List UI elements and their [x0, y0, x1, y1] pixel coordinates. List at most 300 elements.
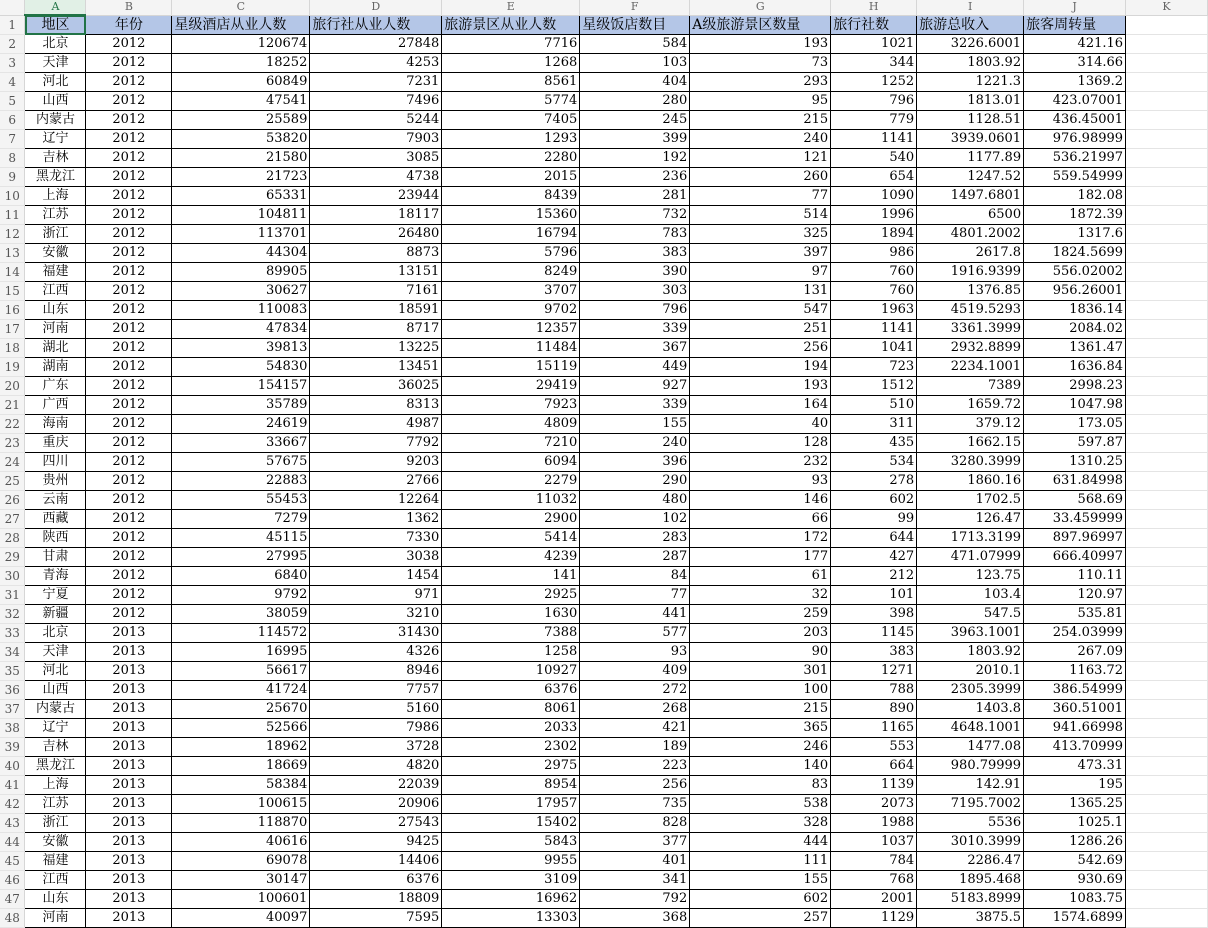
region-cell[interactable]: 甘肃 — [25, 548, 86, 567]
value-cell[interactable]: 1286.26 — [1024, 833, 1126, 852]
value-cell[interactable]: 7388 — [442, 624, 580, 643]
value-cell[interactable]: 41724 — [172, 681, 310, 700]
value-cell[interactable]: 510 — [831, 396, 917, 415]
value-cell[interactable]: 421.16 — [1024, 35, 1126, 54]
year-cell[interactable]: 2012 — [86, 510, 172, 529]
empty-cell[interactable] — [1126, 472, 1208, 491]
value-cell[interactable]: 1221.3 — [917, 73, 1024, 92]
value-cell[interactable]: 314.66 — [1024, 54, 1126, 73]
value-cell[interactable]: 980.79999 — [917, 757, 1024, 776]
column-header-a[interactable]: A — [25, 0, 86, 15]
value-cell[interactable]: 1860.16 — [917, 472, 1024, 491]
year-cell[interactable]: 2012 — [86, 187, 172, 206]
value-cell[interactable]: 1512 — [831, 377, 917, 396]
value-cell[interactable]: 215 — [690, 111, 831, 130]
value-cell[interactable]: 344 — [831, 54, 917, 73]
value-cell[interactable]: 9702 — [442, 301, 580, 320]
empty-cell[interactable] — [1126, 909, 1208, 928]
year-cell[interactable]: 2012 — [86, 605, 172, 624]
value-cell[interactable]: 121 — [690, 149, 831, 168]
value-cell[interactable]: 4801.2002 — [917, 225, 1024, 244]
value-cell[interactable]: 538 — [690, 795, 831, 814]
value-cell[interactable]: 7496 — [310, 92, 442, 111]
year-cell[interactable]: 2012 — [86, 225, 172, 244]
value-cell[interactable]: 1129 — [831, 909, 917, 928]
region-cell[interactable]: 山东 — [25, 890, 86, 909]
value-cell[interactable]: 240 — [690, 130, 831, 149]
value-cell[interactable]: 435 — [831, 434, 917, 453]
region-cell[interactable]: 福建 — [25, 852, 86, 871]
value-cell[interactable]: 368 — [580, 909, 690, 928]
row-number[interactable]: 28 — [0, 529, 25, 548]
empty-cell[interactable] — [1126, 434, 1208, 453]
value-cell[interactable]: 30147 — [172, 871, 310, 890]
value-cell[interactable]: 1894 — [831, 225, 917, 244]
value-cell[interactable]: 120674 — [172, 35, 310, 54]
empty-cell[interactable] — [1126, 358, 1208, 377]
region-cell[interactable]: 江西 — [25, 871, 86, 890]
value-cell[interactable]: 5843 — [442, 833, 580, 852]
row-number[interactable]: 31 — [0, 586, 25, 605]
empty-cell[interactable] — [1126, 643, 1208, 662]
empty-cell[interactable] — [1126, 282, 1208, 301]
value-cell[interactable]: 568.69 — [1024, 491, 1126, 510]
row-number[interactable]: 45 — [0, 852, 25, 871]
value-cell[interactable]: 1872.39 — [1024, 206, 1126, 225]
row-number[interactable]: 35 — [0, 662, 25, 681]
value-cell[interactable]: 16794 — [442, 225, 580, 244]
value-cell[interactable]: 664 — [831, 757, 917, 776]
empty-cell[interactable] — [1126, 377, 1208, 396]
value-cell[interactable]: 971 — [310, 586, 442, 605]
value-cell[interactable]: 290 — [580, 472, 690, 491]
value-cell[interactable]: 1041 — [831, 339, 917, 358]
value-cell[interactable]: 7716 — [442, 35, 580, 54]
value-cell[interactable]: 13451 — [310, 358, 442, 377]
year-cell[interactable]: 2012 — [86, 396, 172, 415]
value-cell[interactable]: 280 — [580, 92, 690, 111]
value-cell[interactable]: 1403.8 — [917, 700, 1024, 719]
column-header-cell[interactable]: A级旅游景区数量 — [690, 15, 831, 35]
row-number[interactable]: 18 — [0, 339, 25, 358]
empty-cell[interactable] — [1126, 548, 1208, 567]
value-cell[interactable]: 788 — [831, 681, 917, 700]
empty-cell[interactable] — [1126, 15, 1208, 35]
value-cell[interactable]: 723 — [831, 358, 917, 377]
value-cell[interactable]: 25589 — [172, 111, 310, 130]
region-cell[interactable]: 内蒙古 — [25, 111, 86, 130]
value-cell[interactable]: 36025 — [310, 377, 442, 396]
value-cell[interactable]: 540 — [831, 149, 917, 168]
value-cell[interactable]: 27848 — [310, 35, 442, 54]
value-cell[interactable]: 140 — [690, 757, 831, 776]
column-header-cell[interactable]: 地区 — [25, 15, 86, 35]
value-cell[interactable]: 8439 — [442, 187, 580, 206]
value-cell[interactable]: 1083.75 — [1024, 890, 1126, 909]
year-cell[interactable]: 2012 — [86, 567, 172, 586]
value-cell[interactable]: 8061 — [442, 700, 580, 719]
empty-cell[interactable] — [1126, 510, 1208, 529]
value-cell[interactable]: 3038 — [310, 548, 442, 567]
row-number[interactable]: 25 — [0, 472, 25, 491]
region-cell[interactable]: 北京 — [25, 624, 86, 643]
value-cell[interactable]: 1369.2 — [1024, 73, 1126, 92]
value-cell[interactable]: 956.26001 — [1024, 282, 1126, 301]
value-cell[interactable]: 93 — [580, 643, 690, 662]
value-cell[interactable]: 8946 — [310, 662, 442, 681]
value-cell[interactable]: 283 — [580, 529, 690, 548]
value-cell[interactable]: 47541 — [172, 92, 310, 111]
value-cell[interactable]: 245 — [580, 111, 690, 130]
region-cell[interactable]: 江苏 — [25, 795, 86, 814]
region-cell[interactable]: 青海 — [25, 567, 86, 586]
value-cell[interactable]: 1662.15 — [917, 434, 1024, 453]
row-number[interactable]: 40 — [0, 757, 25, 776]
value-cell[interactable]: 47834 — [172, 320, 310, 339]
row-number[interactable]: 9 — [0, 168, 25, 187]
value-cell[interactable]: 1271 — [831, 662, 917, 681]
value-cell[interactable]: 2975 — [442, 757, 580, 776]
value-cell[interactable]: 38059 — [172, 605, 310, 624]
value-cell[interactable]: 1310.25 — [1024, 453, 1126, 472]
row-number[interactable]: 4 — [0, 73, 25, 92]
value-cell[interactable]: 3939.0601 — [917, 130, 1024, 149]
value-cell[interactable]: 535.81 — [1024, 605, 1126, 624]
empty-cell[interactable] — [1126, 738, 1208, 757]
empty-cell[interactable] — [1126, 567, 1208, 586]
value-cell[interactable]: 2010.1 — [917, 662, 1024, 681]
value-cell[interactable]: 194 — [690, 358, 831, 377]
region-cell[interactable]: 河南 — [25, 909, 86, 928]
row-number[interactable]: 1 — [0, 15, 25, 35]
column-header-j[interactable]: J — [1024, 0, 1126, 15]
value-cell[interactable]: 339 — [580, 320, 690, 339]
region-cell[interactable]: 广西 — [25, 396, 86, 415]
region-cell[interactable]: 黑龙江 — [25, 168, 86, 187]
value-cell[interactable]: 123.75 — [917, 567, 1024, 586]
value-cell[interactable]: 23944 — [310, 187, 442, 206]
value-cell[interactable]: 1145 — [831, 624, 917, 643]
value-cell[interactable]: 9425 — [310, 833, 442, 852]
value-cell[interactable]: 1454 — [310, 567, 442, 586]
value-cell[interactable]: 110083 — [172, 301, 310, 320]
value-cell[interactable]: 732 — [580, 206, 690, 225]
value-cell[interactable]: 890 — [831, 700, 917, 719]
value-cell[interactable]: 131 — [690, 282, 831, 301]
value-cell[interactable]: 4738 — [310, 168, 442, 187]
empty-cell[interactable] — [1126, 833, 1208, 852]
value-cell[interactable]: 377 — [580, 833, 690, 852]
value-cell[interactable]: 83 — [690, 776, 831, 795]
value-cell[interactable]: 12264 — [310, 491, 442, 510]
value-cell[interactable]: 111 — [690, 852, 831, 871]
value-cell[interactable]: 192 — [580, 149, 690, 168]
value-cell[interactable]: 212 — [831, 567, 917, 586]
column-header-cell[interactable]: 年份 — [86, 15, 172, 35]
region-cell[interactable]: 云南 — [25, 491, 86, 510]
value-cell[interactable]: 2305.3999 — [917, 681, 1024, 700]
value-cell[interactable]: 2900 — [442, 510, 580, 529]
year-cell[interactable]: 2012 — [86, 586, 172, 605]
year-cell[interactable]: 2012 — [86, 168, 172, 187]
value-cell[interactable]: 1139 — [831, 776, 917, 795]
value-cell[interactable]: 182.08 — [1024, 187, 1126, 206]
value-cell[interactable]: 413.70999 — [1024, 738, 1126, 757]
year-cell[interactable]: 2012 — [86, 358, 172, 377]
value-cell[interactable]: 577 — [580, 624, 690, 643]
region-cell[interactable]: 上海 — [25, 187, 86, 206]
year-cell[interactable]: 2013 — [86, 776, 172, 795]
value-cell[interactable]: 386.54999 — [1024, 681, 1126, 700]
value-cell[interactable]: 164 — [690, 396, 831, 415]
value-cell[interactable]: 110.11 — [1024, 567, 1126, 586]
value-cell[interactable]: 427 — [831, 548, 917, 567]
value-cell[interactable]: 18669 — [172, 757, 310, 776]
value-cell[interactable]: 1963 — [831, 301, 917, 320]
value-cell[interactable]: 553 — [831, 738, 917, 757]
value-cell[interactable]: 301 — [690, 662, 831, 681]
value-cell[interactable]: 4326 — [310, 643, 442, 662]
empty-cell[interactable] — [1126, 776, 1208, 795]
value-cell[interactable]: 1702.5 — [917, 491, 1024, 510]
value-cell[interactable]: 760 — [831, 282, 917, 301]
value-cell[interactable]: 31430 — [310, 624, 442, 643]
empty-cell[interactable] — [1126, 453, 1208, 472]
row-number[interactable]: 8 — [0, 149, 25, 168]
value-cell[interactable]: 9203 — [310, 453, 442, 472]
empty-cell[interactable] — [1126, 339, 1208, 358]
row-number[interactable]: 32 — [0, 605, 25, 624]
value-cell[interactable]: 1258 — [442, 643, 580, 662]
year-cell[interactable]: 2013 — [86, 852, 172, 871]
value-cell[interactable]: 4519.5293 — [917, 301, 1024, 320]
value-cell[interactable]: 35789 — [172, 396, 310, 415]
year-cell[interactable]: 2012 — [86, 320, 172, 339]
value-cell[interactable]: 1247.52 — [917, 168, 1024, 187]
value-cell[interactable]: 2766 — [310, 472, 442, 491]
value-cell[interactable]: 1252 — [831, 73, 917, 92]
row-number[interactable]: 43 — [0, 814, 25, 833]
value-cell[interactable]: 1713.3199 — [917, 529, 1024, 548]
row-number[interactable]: 47 — [0, 890, 25, 909]
empty-cell[interactable] — [1126, 871, 1208, 890]
value-cell[interactable]: 480 — [580, 491, 690, 510]
empty-cell[interactable] — [1126, 605, 1208, 624]
value-cell[interactable]: 26480 — [310, 225, 442, 244]
year-cell[interactable]: 2012 — [86, 529, 172, 548]
value-cell[interactable]: 69078 — [172, 852, 310, 871]
year-cell[interactable]: 2013 — [86, 624, 172, 643]
row-number[interactable]: 22 — [0, 415, 25, 434]
value-cell[interactable]: 1988 — [831, 814, 917, 833]
value-cell[interactable]: 341 — [580, 871, 690, 890]
value-cell[interactable]: 2286.47 — [917, 852, 1024, 871]
value-cell[interactable]: 559.54999 — [1024, 168, 1126, 187]
row-number[interactable]: 37 — [0, 700, 25, 719]
value-cell[interactable]: 986 — [831, 244, 917, 263]
year-cell[interactable]: 2012 — [86, 377, 172, 396]
value-cell[interactable]: 666.40997 — [1024, 548, 1126, 567]
value-cell[interactable]: 53820 — [172, 130, 310, 149]
year-cell[interactable]: 2012 — [86, 111, 172, 130]
year-cell[interactable]: 2013 — [86, 871, 172, 890]
value-cell[interactable]: 40097 — [172, 909, 310, 928]
value-cell[interactable]: 17957 — [442, 795, 580, 814]
value-cell[interactable]: 18117 — [310, 206, 442, 225]
empty-cell[interactable] — [1126, 814, 1208, 833]
value-cell[interactable]: 397 — [690, 244, 831, 263]
value-cell[interactable]: 100 — [690, 681, 831, 700]
value-cell[interactable]: 367 — [580, 339, 690, 358]
value-cell[interactable]: 40616 — [172, 833, 310, 852]
value-cell[interactable]: 29419 — [442, 377, 580, 396]
value-cell[interactable]: 1803.92 — [917, 643, 1024, 662]
value-cell[interactable]: 33.459999 — [1024, 510, 1126, 529]
value-cell[interactable]: 3109 — [442, 871, 580, 890]
value-cell[interactable]: 421 — [580, 719, 690, 738]
value-cell[interactable]: 1141 — [831, 130, 917, 149]
column-header-i[interactable]: I — [917, 0, 1024, 15]
value-cell[interactable]: 99 — [831, 510, 917, 529]
column-header-cell[interactable]: 旅游总收入 — [917, 15, 1024, 35]
value-cell[interactable]: 436.45001 — [1024, 111, 1126, 130]
value-cell[interactable]: 1163.72 — [1024, 662, 1126, 681]
value-cell[interactable]: 404 — [580, 73, 690, 92]
region-cell[interactable]: 贵州 — [25, 472, 86, 491]
value-cell[interactable]: 3728 — [310, 738, 442, 757]
value-cell[interactable]: 4648.1001 — [917, 719, 1024, 738]
value-cell[interactable]: 7903 — [310, 130, 442, 149]
value-cell[interactable]: 7195.7002 — [917, 795, 1024, 814]
value-cell[interactable]: 4820 — [310, 757, 442, 776]
select-all-corner[interactable] — [0, 0, 25, 15]
value-cell[interactable]: 1813.01 — [917, 92, 1024, 111]
year-cell[interactable]: 2012 — [86, 548, 172, 567]
empty-cell[interactable] — [1126, 320, 1208, 339]
value-cell[interactable]: 77 — [690, 187, 831, 206]
region-cell[interactable]: 宁夏 — [25, 586, 86, 605]
row-number[interactable]: 21 — [0, 396, 25, 415]
region-cell[interactable]: 广东 — [25, 377, 86, 396]
value-cell[interactable]: 223 — [580, 757, 690, 776]
row-number[interactable]: 36 — [0, 681, 25, 700]
value-cell[interactable]: 5183.8999 — [917, 890, 1024, 909]
value-cell[interactable]: 1916.9399 — [917, 263, 1024, 282]
value-cell[interactable]: 9792 — [172, 586, 310, 605]
value-cell[interactable]: 52566 — [172, 719, 310, 738]
region-cell[interactable]: 浙江 — [25, 225, 86, 244]
value-cell[interactable]: 61 — [690, 567, 831, 586]
value-cell[interactable]: 8954 — [442, 776, 580, 795]
value-cell[interactable]: 401 — [580, 852, 690, 871]
value-cell[interactable]: 768 — [831, 871, 917, 890]
column-header-c[interactable]: C — [172, 0, 310, 15]
value-cell[interactable]: 56617 — [172, 662, 310, 681]
value-cell[interactable]: 1177.89 — [917, 149, 1024, 168]
value-cell[interactable]: 189 — [580, 738, 690, 757]
region-cell[interactable]: 浙江 — [25, 814, 86, 833]
region-cell[interactable]: 天津 — [25, 54, 86, 73]
value-cell[interactable]: 1636.84 — [1024, 358, 1126, 377]
region-cell[interactable]: 江西 — [25, 282, 86, 301]
empty-cell[interactable] — [1126, 890, 1208, 909]
value-cell[interactable]: 7595 — [310, 909, 442, 928]
value-cell[interactable]: 1996 — [831, 206, 917, 225]
value-cell[interactable]: 287 — [580, 548, 690, 567]
value-cell[interactable]: 2015 — [442, 168, 580, 187]
value-cell[interactable]: 154157 — [172, 377, 310, 396]
row-number[interactable]: 20 — [0, 377, 25, 396]
value-cell[interactable]: 3210 — [310, 605, 442, 624]
row-number[interactable]: 7 — [0, 130, 25, 149]
row-number[interactable]: 27 — [0, 510, 25, 529]
value-cell[interactable]: 84 — [580, 567, 690, 586]
value-cell[interactable]: 65331 — [172, 187, 310, 206]
value-cell[interactable]: 44304 — [172, 244, 310, 263]
column-header-b[interactable]: B — [86, 0, 172, 15]
value-cell[interactable]: 2302 — [442, 738, 580, 757]
value-cell[interactable]: 142.91 — [917, 776, 1024, 795]
empty-cell[interactable] — [1126, 396, 1208, 415]
year-cell[interactable]: 2013 — [86, 890, 172, 909]
value-cell[interactable]: 897.96997 — [1024, 529, 1126, 548]
value-cell[interactable]: 11032 — [442, 491, 580, 510]
region-cell[interactable]: 上海 — [25, 776, 86, 795]
value-cell[interactable]: 114572 — [172, 624, 310, 643]
empty-cell[interactable] — [1126, 662, 1208, 681]
row-number[interactable]: 5 — [0, 92, 25, 111]
value-cell[interactable]: 4239 — [442, 548, 580, 567]
year-cell[interactable]: 2013 — [86, 795, 172, 814]
column-header-cell[interactable]: 星级酒店从业人数 — [172, 15, 310, 35]
value-cell[interactable]: 2234.1001 — [917, 358, 1024, 377]
empty-cell[interactable] — [1126, 187, 1208, 206]
empty-cell[interactable] — [1126, 54, 1208, 73]
value-cell[interactable]: 311 — [831, 415, 917, 434]
value-cell[interactable]: 172 — [690, 529, 831, 548]
row-number[interactable]: 46 — [0, 871, 25, 890]
empty-cell[interactable] — [1126, 586, 1208, 605]
value-cell[interactable]: 8313 — [310, 396, 442, 415]
value-cell[interactable]: 7757 — [310, 681, 442, 700]
year-cell[interactable]: 2013 — [86, 909, 172, 928]
row-number[interactable]: 19 — [0, 358, 25, 377]
value-cell[interactable]: 251 — [690, 320, 831, 339]
row-number[interactable]: 12 — [0, 225, 25, 244]
value-cell[interactable]: 3707 — [442, 282, 580, 301]
value-cell[interactable]: 7923 — [442, 396, 580, 415]
year-cell[interactable]: 2013 — [86, 700, 172, 719]
region-cell[interactable]: 辽宁 — [25, 719, 86, 738]
value-cell[interactable]: 267.09 — [1024, 643, 1126, 662]
value-cell[interactable]: 1037 — [831, 833, 917, 852]
region-cell[interactable]: 吉林 — [25, 738, 86, 757]
value-cell[interactable]: 3085 — [310, 149, 442, 168]
value-cell[interactable]: 1165 — [831, 719, 917, 738]
value-cell[interactable]: 22883 — [172, 472, 310, 491]
value-cell[interactable]: 256 — [580, 776, 690, 795]
empty-cell[interactable] — [1126, 263, 1208, 282]
value-cell[interactable]: 1141 — [831, 320, 917, 339]
empty-cell[interactable] — [1126, 719, 1208, 738]
value-cell[interactable]: 542.69 — [1024, 852, 1126, 871]
value-cell[interactable]: 30627 — [172, 282, 310, 301]
value-cell[interactable]: 11484 — [442, 339, 580, 358]
value-cell[interactable]: 779 — [831, 111, 917, 130]
value-cell[interactable]: 21580 — [172, 149, 310, 168]
value-cell[interactable]: 89905 — [172, 263, 310, 282]
column-header-g[interactable]: G — [690, 0, 831, 15]
